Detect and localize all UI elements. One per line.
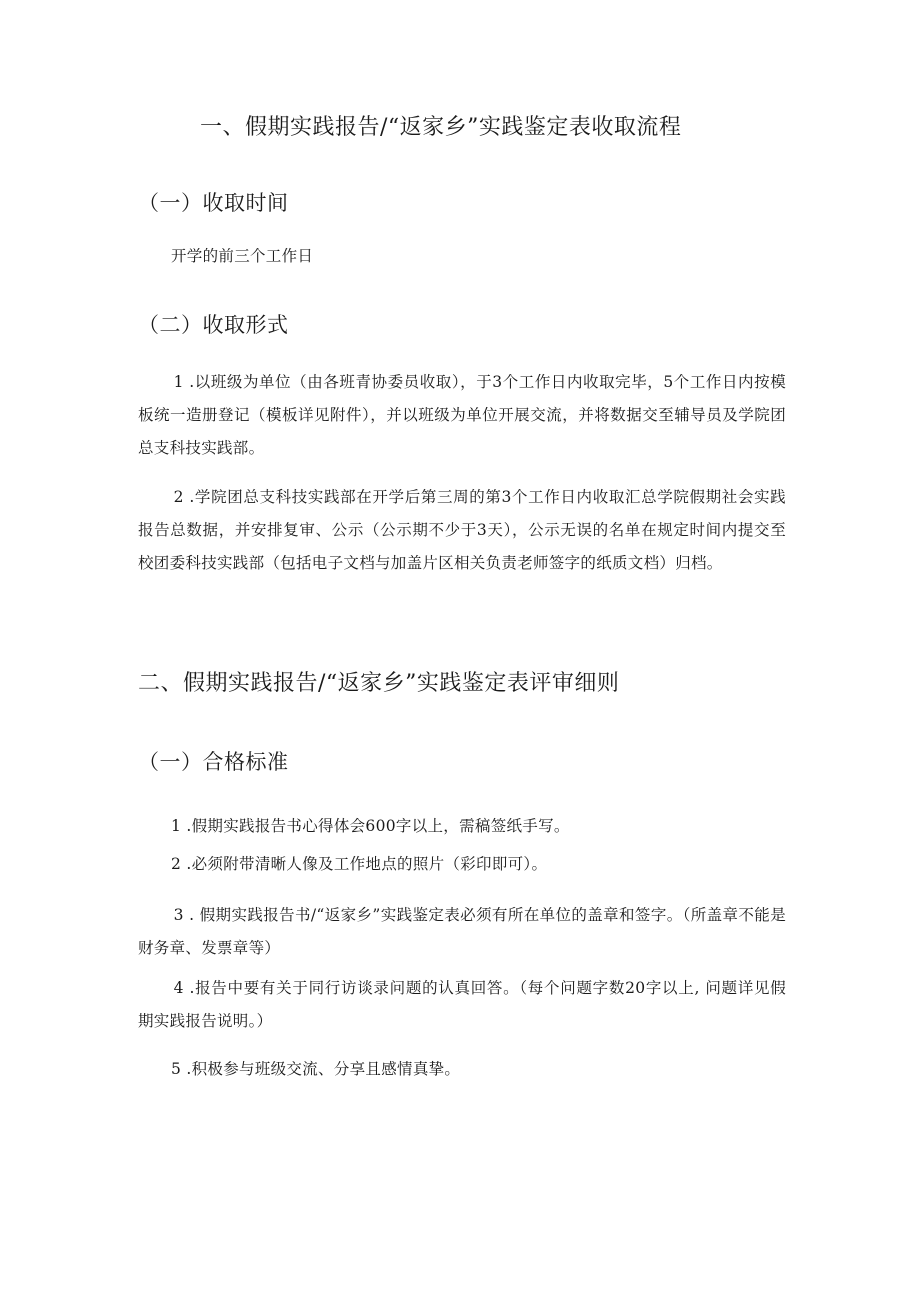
section-2-title: 二、假期实践报告/“返家乡”实践鉴定表评审细则 [138, 671, 620, 696]
collection-time-text: 开学的前三个工作日 [171, 247, 314, 265]
criteria-item-3: 3 . 假期实践报告书/“返家乡”实践鉴定表必须有所在单位的盖章和签字。（所盖章不能是财务章、发票章等） [138, 906, 786, 957]
section-1-title: 一、假期实践报告/“返家乡”实践鉴定表收取流程 [200, 115, 682, 140]
section-2-sub-1-heading: （一）合格标准 [138, 750, 289, 774]
criteria-item-5: 5 .积极参与班级交流、分享且感情真挚。 [171, 1060, 461, 1078]
criteria-item-4: 4 .报告中要有关于同行访谈录问题的认真回答。（每个问题字数20字以上, 问题详见假期实践报告说明。） [138, 979, 786, 1030]
criteria-item-1: 1 .假期实践报告书心得体会600字以上，需稿签纸手写。 [171, 817, 570, 835]
collection-form-item-2: 2 .学院团总支科技实践部在开学后第三周的第3个工作日内收取汇总学院假期社会实践报告总数据，并安排复审、公示（公示期不少于3天），公示无误的名单在规定时间内提交至校团委科技实践部（包括电子文档与加盖片区相关负责老师签字的纸质文档）归档。 [138, 488, 786, 572]
section-1-sub-1-heading: （一）收取时间 [138, 191, 289, 215]
criteria-item-2: 2 .必须附带清晰人像及工作地点的照片（彩印即可）。 [171, 855, 548, 873]
collection-form-item-1: 1 .以班级为单位（由各班青协委员收取），于3个工作日内收取完毕，5个工作日内按模板统一造册登记（模板详见附件），并以班级为单位开展交流，并将数据交至辅导员及学院团总支科技实践部。 [138, 373, 786, 457]
section-1-sub-2-heading: （二）收取形式 [138, 313, 289, 337]
